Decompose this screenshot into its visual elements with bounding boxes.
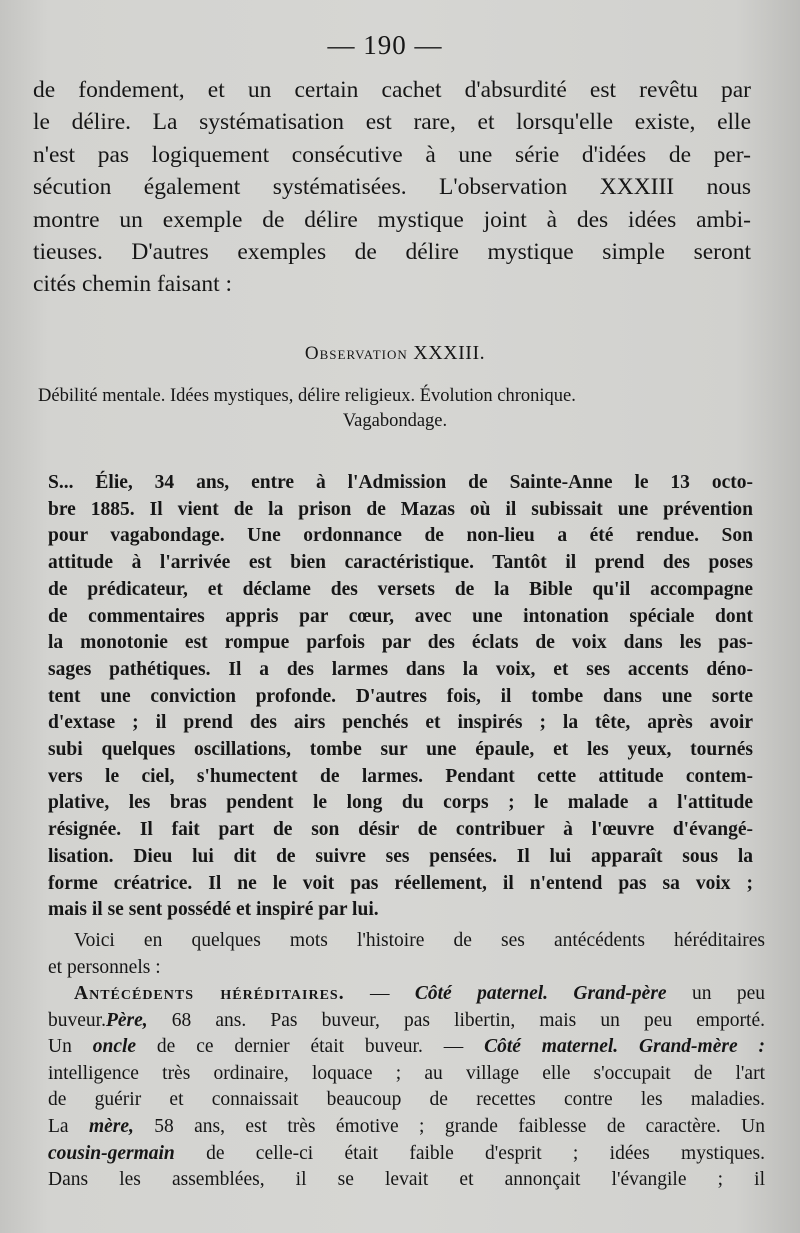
text-line: montre un exemple de délire mystique joint à des idées ambi- <box>33 206 751 233</box>
observation-title-prefix: Observation <box>304 343 408 364</box>
text-line <box>48 981 765 1008</box>
paragraph-intro <box>33 74 751 301</box>
subtitle-line: Vagabondage. <box>342 411 448 431</box>
text-fragment: La <box>48 1115 89 1137</box>
text-line: et personnels : <box>48 956 161 978</box>
text-fragment: de ce dernier était buveur. — <box>136 1036 485 1058</box>
text-line: la monotonie est rompue parfois par des éclats de voix dans les pas- <box>48 632 753 654</box>
italic-term: Côté paternel. Grand-père <box>414 983 667 1004</box>
text-line: le délire. La systématisation est rare, et lorsqu'elle existe, elle <box>33 109 751 136</box>
text-line: plative, les bras pendent le long du corps ; le malade a l'attitude <box>48 792 753 814</box>
text-line: tent une conviction profonde. D'autres fois, il tombe dans une sorte <box>48 685 753 707</box>
text-fragment: 68 ans. Pas buveur, pas libertin, mais un peu emporté. <box>147 1009 765 1031</box>
text-line: vers le ciel, s'humectent de larmes. Pendant cette attitude contem- <box>48 765 753 787</box>
italic-term: Côté maternel. Grand-mère : <box>484 1036 765 1058</box>
text-line: n'est pas logiquement consécutive à une série d'idées de per- <box>33 141 751 168</box>
observation-title <box>0 342 790 365</box>
paragraph-history-intro <box>48 928 765 981</box>
text-line: de prédicateur, et déclame des versets de la Bible qu'il accompagne <box>48 578 753 600</box>
paragraph-case-description <box>48 470 753 924</box>
text-line: Voici en quelques mots l'histoire de ses antécédents héréditaires <box>74 930 765 951</box>
text-fragment: 58 ans, est très émotive ; grande faiblesse de caractère. Un <box>133 1115 765 1137</box>
text-line: S... Élie, 34 ans, entre à l'Admission de Sainte-Anne le 13 octo- <box>48 472 753 493</box>
text-line: de fondement, et un certain cachet d'absurdité est revêtu par <box>33 77 751 103</box>
text-fragment: un peu <box>666 983 765 1004</box>
text-line: subi quelques oscillations, tombe sur une épaule, et les yeux, tournés <box>48 739 753 761</box>
text-fragment: Un <box>48 1036 93 1058</box>
paragraph-hereditary <box>48 981 765 1194</box>
text-line: pour vagabondage. Une ordonnance de non-lieu a été rendue. Son <box>48 525 753 547</box>
text-line: de guérir et connaissait beaucoup de recettes contre les maladies. <box>48 1089 765 1111</box>
text-fragment: — <box>344 983 415 1004</box>
text-line: Dans les assemblées, il se levait et annonçait l'évangile ; il <box>48 1169 765 1191</box>
text-line: résignée. Il fait part de son désir de contribuer à l'œuvre d'évangé- <box>48 819 753 841</box>
text-line <box>48 1034 765 1061</box>
text-fragment: de celle-ci était faible d'esprit ; idées mystiques. <box>174 1142 765 1164</box>
italic-term: cousin-germain <box>48 1142 175 1164</box>
subtitle-line: Débilité mentale. Idées mystiques, délire religieux. Évolution chronique. <box>38 386 576 406</box>
text-line: sécution également systématisées. L'observation XXXIII nous <box>33 174 751 201</box>
text-line: sages pathétiques. Il a des larmes dans la voix, et ses accents déno- <box>48 658 753 680</box>
text-line: bre 1885. Il vient de la prison de Mazas où il subissait une prévention <box>48 498 753 520</box>
text-line: tieuses. D'autres exemples de délire mystique simple seront <box>33 239 751 266</box>
observation-subtitle <box>38 384 752 434</box>
italic-term: Père, <box>105 1009 148 1031</box>
text-line <box>48 1114 765 1141</box>
text-line <box>48 1008 765 1035</box>
text-line: mais il se sent possédé et inspiré par lui. <box>48 899 379 921</box>
page-number: — 190 — <box>327 30 443 60</box>
text-line: intelligence très ordinaire, loquace ; au village elle s'occupait de l'art <box>48 1062 765 1084</box>
italic-term: mère, <box>88 1115 134 1137</box>
section-heading: Antécédents héréditaires. <box>74 983 345 1004</box>
text-line <box>48 1141 765 1168</box>
text-line: de commentaires appris par cœur, avec une intonation spéciale dont <box>48 605 753 627</box>
text-line: lisation. Dieu lui dit de suivre ses pensées. Il lui apparaît sous la <box>48 845 753 867</box>
text-line: forme créatrice. Il ne le voit pas réellement, il n'entend pas sa voix ; <box>48 872 753 894</box>
text-line: attitude à l'arrivée est bien caractéristique. Tantôt il prend des poses <box>48 552 753 574</box>
observation-title-number: XXXIII. <box>413 342 486 364</box>
text-line: d'extase ; il prend des airs penchés et inspirés ; la tête, après avoir <box>48 712 753 734</box>
italic-term: oncle <box>92 1036 137 1058</box>
text-line: cités chemin faisant : <box>33 271 233 298</box>
text-fragment: buveur. <box>48 1009 106 1031</box>
